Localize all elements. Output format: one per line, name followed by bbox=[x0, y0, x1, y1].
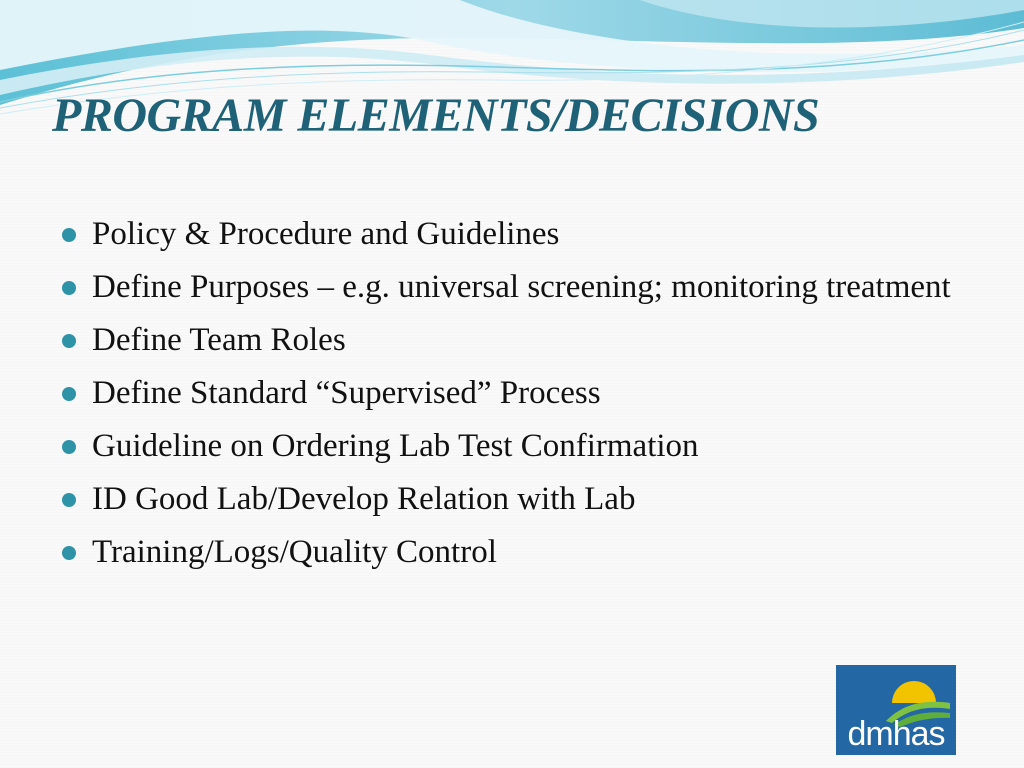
bullet-item bbox=[62, 477, 982, 521]
bullet-item bbox=[62, 530, 982, 574]
bullet-text: ID Good Lab/Develop Relation with Lab bbox=[92, 481, 636, 517]
logo-text: dmhas bbox=[847, 715, 945, 753]
bullet-text: Define Purposes – e.g. universal screening; monitoring treatment bbox=[92, 269, 951, 305]
dmhas-logo bbox=[836, 665, 956, 755]
bullet-item bbox=[62, 318, 982, 362]
slide-title: PROGRAM ELEMENTS/DECISIONS bbox=[52, 89, 820, 142]
bullet-icon bbox=[62, 440, 76, 454]
bullet-icon bbox=[62, 228, 76, 242]
bullet-item bbox=[62, 265, 982, 309]
bullet-text: Policy & Procedure and Guidelines bbox=[92, 216, 560, 252]
bullet-icon bbox=[62, 546, 76, 560]
bullet-icon bbox=[62, 281, 76, 295]
bullet-text: Define Standard “Supervised” Process bbox=[92, 375, 601, 411]
bullet-icon bbox=[62, 387, 76, 401]
bullet-list bbox=[62, 212, 982, 583]
bullet-icon bbox=[62, 334, 76, 348]
bullet-text: Define Team Roles bbox=[92, 322, 346, 358]
bullet-item bbox=[62, 212, 982, 256]
bullet-text: Training/Logs/Quality Control bbox=[92, 534, 497, 570]
bullet-item bbox=[62, 371, 982, 415]
bullet-icon bbox=[62, 493, 76, 507]
bullet-item bbox=[62, 424, 982, 468]
bullet-text: Guideline on Ordering Lab Test Confirmation bbox=[92, 428, 699, 464]
